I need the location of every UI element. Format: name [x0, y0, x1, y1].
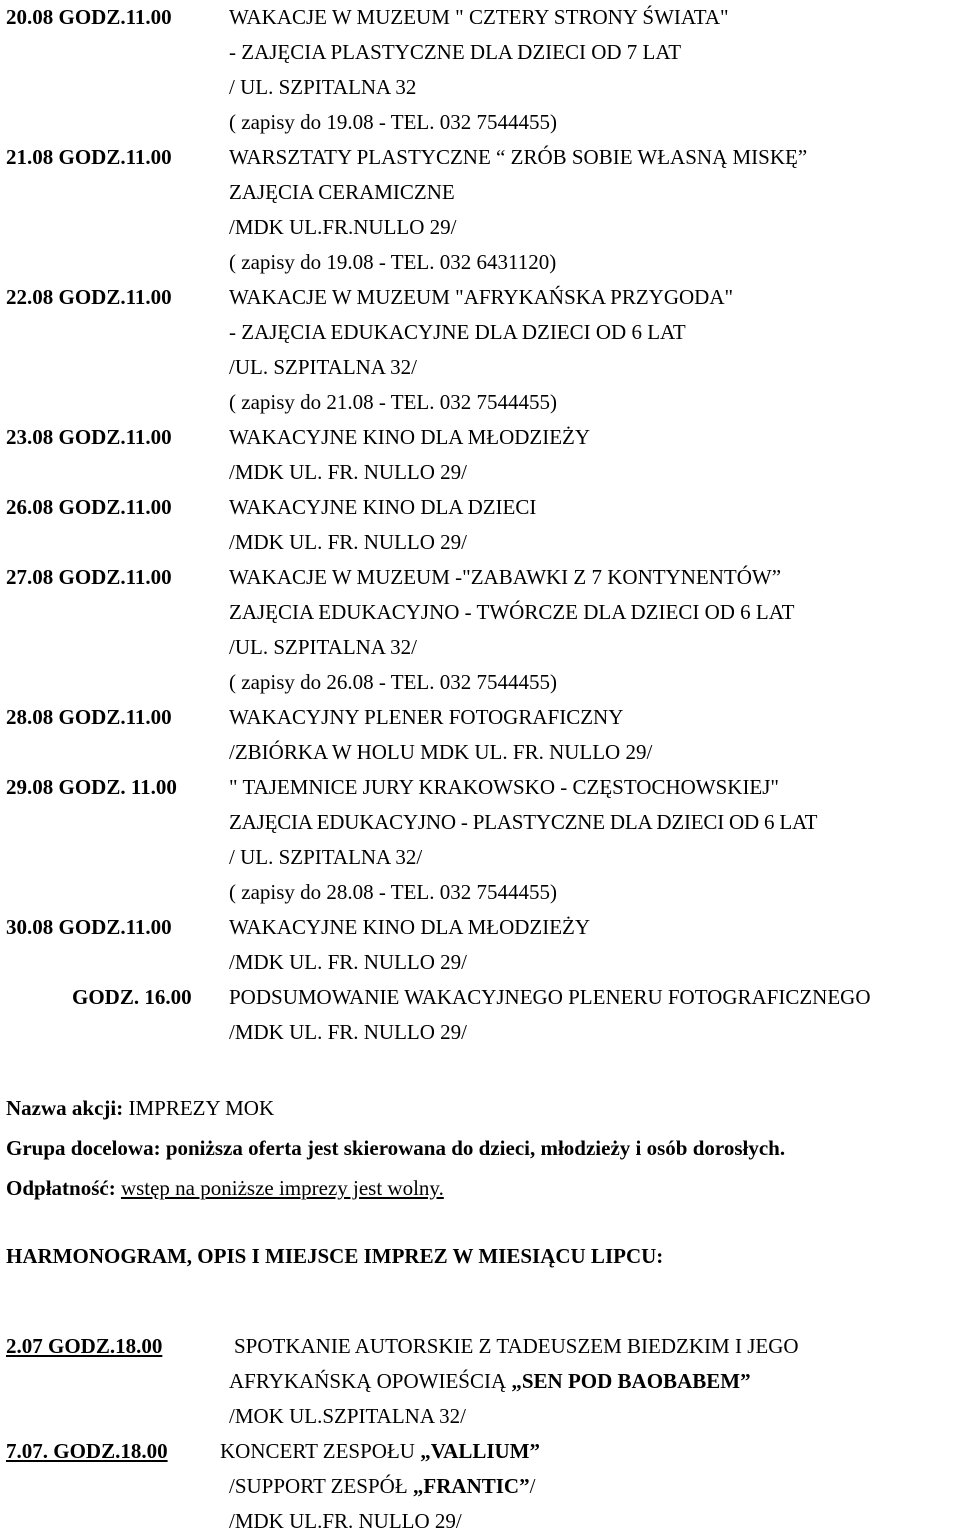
event-detail: - ZAJĘCIA EDUKACYJNE DLA DZIECI OD 6 LAT	[229, 320, 686, 344]
event-signup: ( zapisy do 19.08 - TEL. 032 7544455)	[229, 110, 557, 134]
august-event-row	[0, 595, 960, 630]
august-event-row	[0, 875, 960, 910]
august-event-row	[0, 175, 960, 210]
august-event-row	[0, 350, 960, 385]
event-detail: /ZBIÓRKA W HOLU MDK UL. FR. NULLO 29/	[229, 740, 653, 764]
event-title: PODSUMOWANIE WAKACYJNEGO PLENERU FOTOGRAFICZNEGO	[229, 985, 871, 1009]
august-event-row	[0, 420, 960, 455]
event-signup: ( zapisy do 28.08 - TEL. 032 7544455)	[229, 880, 557, 904]
july-event-1-book-title: „SEN POD BAOBABEM”	[511, 1369, 751, 1393]
august-event-row	[0, 140, 960, 175]
event-title: WAKACYJNE KINO DLA MŁODZIEŻY	[229, 425, 591, 449]
august-event-row	[0, 770, 960, 805]
event-title: WARSZTATY PLASTYCZNE “ ZRÓB SOBIE WŁASNĄ MISKĘ”	[229, 145, 808, 169]
event-title: WAKACJE W MUZEUM " CZTERY STRONY ŚWIATA"	[229, 5, 729, 29]
august-event-row	[0, 910, 960, 945]
july-event-2-date: 7.07. GODZ.18.00	[6, 1439, 168, 1463]
august-event-row	[0, 700, 960, 735]
august-event-row	[0, 490, 960, 525]
event-title: WAKACJE W MUZEUM "AFRYKAŃSKA PRZYGODA"	[229, 285, 734, 309]
august-event-row	[0, 245, 960, 280]
event-date: 29.08 GODZ. 11.00	[6, 775, 177, 799]
event-signup: ( zapisy do 19.08 - TEL. 032 6431120)	[229, 250, 557, 274]
july-event-2-support	[229, 1469, 535, 1504]
event-detail: /MDK UL. FR. NULLO 29/	[229, 460, 468, 484]
event-detail: ZAJĘCIA CERAMICZNE	[229, 180, 455, 204]
event-date: 26.08 GODZ.11.00	[6, 495, 172, 519]
event-detail: /MDK UL. FR. NULLO 29/	[229, 950, 468, 974]
event-detail: /UL. SZPITALNA 32/	[229, 355, 417, 379]
july-event-1-subtitle	[229, 1364, 751, 1399]
event-signup: ( zapisy do 21.08 - TEL. 032 7544455)	[229, 390, 557, 414]
july-event-2-support-band: „FRANTIC”	[412, 1474, 530, 1498]
august-event-row	[0, 105, 960, 140]
july-event-1-location: /MOK UL.SZPITALNA 32/	[229, 1404, 466, 1428]
august-event-row	[0, 0, 960, 35]
august-event-row	[0, 945, 960, 980]
august-event-row	[0, 840, 960, 875]
july-event-2-row-2	[0, 1469, 960, 1504]
target-group-line	[0, 1131, 960, 1171]
august-event-row	[0, 560, 960, 595]
event-detail: ZAJĘCIA EDUKACYJNO - PLASTYCZNE DLA DZIECI OD 6 LAT	[229, 810, 818, 834]
august-event-row	[0, 210, 960, 245]
event-date: 22.08 GODZ.11.00	[6, 285, 172, 309]
spacer	[0, 1050, 960, 1085]
event-detail: /MDK UL. FR. NULLO 29/	[229, 1020, 468, 1044]
august-event-row	[0, 630, 960, 665]
event-detail: /MDK UL. FR. NULLO 29/	[229, 530, 468, 554]
august-event-row	[0, 385, 960, 420]
fee-line	[0, 1171, 960, 1211]
july-event-2-support-suffix: /	[529, 1474, 536, 1498]
event-title: WAKACYJNE KINO DLA DZIECI	[229, 495, 537, 519]
july-event-1-row-1	[0, 1329, 960, 1364]
action-name-line	[0, 1091, 960, 1131]
action-name-value: IMPREZY MOK	[128, 1096, 275, 1120]
august-event-row	[0, 315, 960, 350]
july-event-2-row-1	[0, 1434, 960, 1469]
event-date: 27.08 GODZ.11.00	[6, 565, 172, 589]
target-group-label: Grupa docelowa:	[6, 1136, 161, 1160]
july-event-2-title	[220, 1434, 540, 1469]
event-title: WAKACJE W MUZEUM -"ZABAWKI Z 7 KONTYNENTÓW”	[229, 565, 782, 589]
july-event-2-title-text: KONCERT ZESPOŁU	[220, 1439, 421, 1463]
event-date: 30.08 GODZ.11.00	[6, 915, 172, 939]
fee-label: Odpłatność:	[6, 1176, 116, 1200]
july-schedule	[0, 1329, 960, 1539]
event-title: WAKACYJNY PLENER FOTOGRAFICZNY	[229, 705, 624, 729]
fee-value: wstęp na poniższe imprezy jest wolny.	[120, 1176, 444, 1200]
july-event-1-row-2	[0, 1364, 960, 1399]
july-event-1-title: SPOTKANIE AUTORSKIE Z TADEUSZEM BIEDZKIM I JEGO	[234, 1334, 799, 1358]
event-detail: - ZAJĘCIA PLASTYCZNE DLA DZIECI OD 7 LAT	[229, 40, 682, 64]
july-heading: HARMONOGRAM, OPIS I MIEJSCE IMPREZ W MIESIĄCU LIPCU:	[6, 1244, 664, 1268]
august-event-row	[0, 1015, 960, 1050]
august-event-row	[0, 980, 960, 1015]
event-date: GODZ. 16.00	[72, 985, 192, 1009]
august-event-row	[0, 280, 960, 315]
july-event-2-band: „VALLIUM”	[420, 1439, 540, 1463]
july-event-2-support-text: /SUPPORT ZESPÓŁ	[229, 1474, 413, 1498]
event-detail: ZAJĘCIA EDUKACYJNO - TWÓRCZE DLA DZIECI OD 6 LAT	[229, 600, 795, 624]
july-heading-line	[0, 1239, 960, 1279]
august-event-row	[0, 525, 960, 560]
event-date: 20.08 GODZ.11.00	[6, 5, 172, 29]
july-event-2-location: /MDK UL.FR. NULLO 29/	[229, 1509, 462, 1533]
target-group-value: poniższa oferta jest skierowana do dzieci, młodzieży i osób dorosłych.	[165, 1136, 786, 1160]
august-event-row	[0, 665, 960, 700]
event-detail: /MDK UL.FR.NULLO 29/	[229, 215, 457, 239]
august-event-row	[0, 35, 960, 70]
event-date: 21.08 GODZ.11.00	[6, 145, 172, 169]
august-event-row	[0, 70, 960, 105]
event-detail: / UL. SZPITALNA 32	[229, 75, 417, 99]
july-event-1-date: 2.07 GODZ.18.00	[6, 1334, 163, 1358]
event-signup: ( zapisy do 26.08 - TEL. 032 7544455)	[229, 670, 557, 694]
event-title: WAKACYJNE KINO DLA MŁODZIEŻY	[229, 915, 591, 939]
august-event-row	[0, 805, 960, 840]
august-event-row	[0, 735, 960, 770]
august-event-row	[0, 455, 960, 490]
event-detail: / UL. SZPITALNA 32/	[229, 845, 423, 869]
event-date: 28.08 GODZ.11.00	[6, 705, 172, 729]
action-name-label: Nazwa akcji:	[6, 1096, 124, 1120]
event-date: 23.08 GODZ.11.00	[6, 425, 172, 449]
july-event-1-row-3	[0, 1399, 960, 1434]
event-detail: /UL. SZPITALNA 32/	[229, 635, 417, 659]
july-event-1-subtitle-text: AFRYKAŃSKĄ OPOWIEŚCIĄ	[229, 1369, 512, 1393]
event-title: " TAJEMNICE JURY KRAKOWSKO - CZĘSTOCHOWSKIEJ"	[229, 775, 780, 799]
july-event-2-row-3	[0, 1504, 960, 1539]
